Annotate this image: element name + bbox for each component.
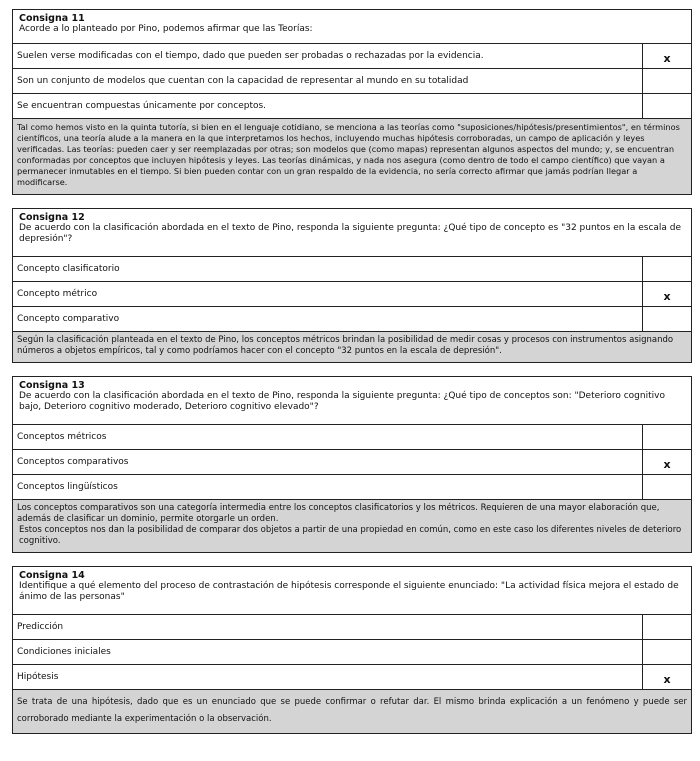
answer-mark: x xyxy=(663,290,671,303)
answer-option xyxy=(13,257,691,282)
question-title: Consigna 12 xyxy=(19,212,85,223)
question-prompt: Acorde a lo planteado por Pino, podemos afirmar que las Teorías: xyxy=(19,24,313,34)
consigna-12-block xyxy=(12,208,692,363)
explanation-paragraph: Los conceptos comparativos son una categoría intermedia entre los conceptos clasificatorios y los métricos. Requieren de una mayor elaboración que, además de clasificar un dominio, permite otorgarle un orden. xyxy=(17,503,660,524)
option-text: Son un conjunto de modelos que cuentan con la capacidad de representar al mundo en su totalidad xyxy=(13,69,643,93)
answer-mark xyxy=(643,257,691,281)
answer-mark xyxy=(643,640,691,664)
answer-explanation xyxy=(13,500,691,552)
question-prompt: De acuerdo con la clasificación abordada en el texto de Pino, responda la siguiente pregunta: ¿Qué tipo de concepto es "32 puntos en la escala de depresión"? xyxy=(19,223,682,244)
answer-mark xyxy=(643,475,691,499)
consigna-11-block xyxy=(12,9,692,195)
answer-option xyxy=(13,615,691,640)
question-title: Consigna 11 xyxy=(19,13,85,24)
option-text: Predicción xyxy=(13,615,643,639)
option-text: Concepto comparativo xyxy=(13,307,643,331)
answer-explanation: Se trata de una hipótesis, dado que es un enunciado que se puede confirmar o refutar dar. El mismo brinda explicación a un fenómeno y puede ser corroborado mediante la experimentación o la observación. xyxy=(13,690,691,733)
option-text: Hipótesis xyxy=(13,665,643,689)
answer-mark xyxy=(643,307,691,331)
option-text: Conceptos métricos xyxy=(13,425,643,449)
question-title: Consigna 13 xyxy=(19,380,85,391)
answer-mark: x xyxy=(663,673,671,686)
option-text: Conceptos lingüísticos xyxy=(13,475,643,499)
answer-option xyxy=(13,425,691,450)
answer-explanation: Tal como hemos visto en la quinta tutoría, si bien en el lenguaje cotidiano, se menciona a las teorías como "suposiciones/hipótesis/presentimientos", en términos científicos, una teoría alude a la manera en la que interpretamos los hechos, incluyendo muchas hipótesis corroboradas, un campo de aplicación y leyes verificadas. Las teorías: pueden caer y ser reemplazadas por otras; son modelos que (como mapas) representan algunos aspectos del mundo; y, se encuentran conformadas por conceptos que incluyen hipótesis y leyes. Las teorías dinámicas, y nada nos asegura (como dentro de todo el campo científico) que vayan a permanecer inmutables en el tiempo. Si bien pueden contar con un gran respaldo de la evidencia, no sería correcto afirmar que jamás podrían llegar a modificarse. xyxy=(13,119,691,194)
question-header xyxy=(13,209,691,257)
answer-option xyxy=(13,640,691,665)
option-text: Condiciones iniciales xyxy=(13,640,643,664)
question-title: Consigna 14 xyxy=(19,570,85,581)
option-text: Concepto métrico xyxy=(13,282,643,306)
answer-mark xyxy=(643,425,691,449)
question-header xyxy=(13,377,691,425)
answer-option xyxy=(13,307,691,332)
answer-option xyxy=(13,475,691,500)
option-text: Concepto clasificatorio xyxy=(13,257,643,281)
question-prompt: De acuerdo con la clasificación abordada en el texto de Pino, responda la siguiente pregunta: ¿Qué tipo de conceptos son: "Deterioro cognitivo bajo, Deterioro cognitivo moderado, Deterioro cognitivo elevado"? xyxy=(19,391,665,412)
option-text: Se encuentran compuestas únicamente por conceptos. xyxy=(13,94,643,118)
question-header xyxy=(13,10,691,44)
answer-mark xyxy=(643,615,691,639)
consigna-14-block xyxy=(12,566,692,734)
explanation-paragraph: Estos conceptos nos dan la posibilidad de comparar dos objetos a partir de una propiedad en común, como en este caso los diferentes niveles de deterioro cognitivo. xyxy=(19,525,682,546)
answer-explanation: Según la clasificación planteada en el texto de Pino, los conceptos métricos brindan la posibilidad de medir cosas y procesos con instrumentos asignando números a objetos empíricos, tal y como podríamos hacer con el concepto "32 puntos en la escala de depresión". xyxy=(13,332,691,362)
question-header xyxy=(13,567,691,615)
answer-option xyxy=(13,44,691,69)
answer-option xyxy=(13,665,691,690)
question-prompt: Identifique a qué elemento del proceso de contrastación de hipótesis corresponde el siguiente enunciado: "La actividad física mejora el estado de ánimo de las personas" xyxy=(19,581,679,602)
answer-option xyxy=(13,450,691,475)
answer-option xyxy=(13,94,691,119)
option-text: Suelen verse modificadas con el tiempo, dado que pueden ser probadas o rechazadas por la evidencia. xyxy=(13,44,643,68)
answer-mark xyxy=(643,94,691,118)
consigna-13-block xyxy=(12,376,692,553)
answer-mark xyxy=(643,69,691,93)
answer-mark: x xyxy=(663,52,671,65)
option-text: Conceptos comparativos xyxy=(13,450,643,474)
answer-option xyxy=(13,69,691,94)
answer-option xyxy=(13,282,691,307)
answer-mark: x xyxy=(663,458,671,471)
